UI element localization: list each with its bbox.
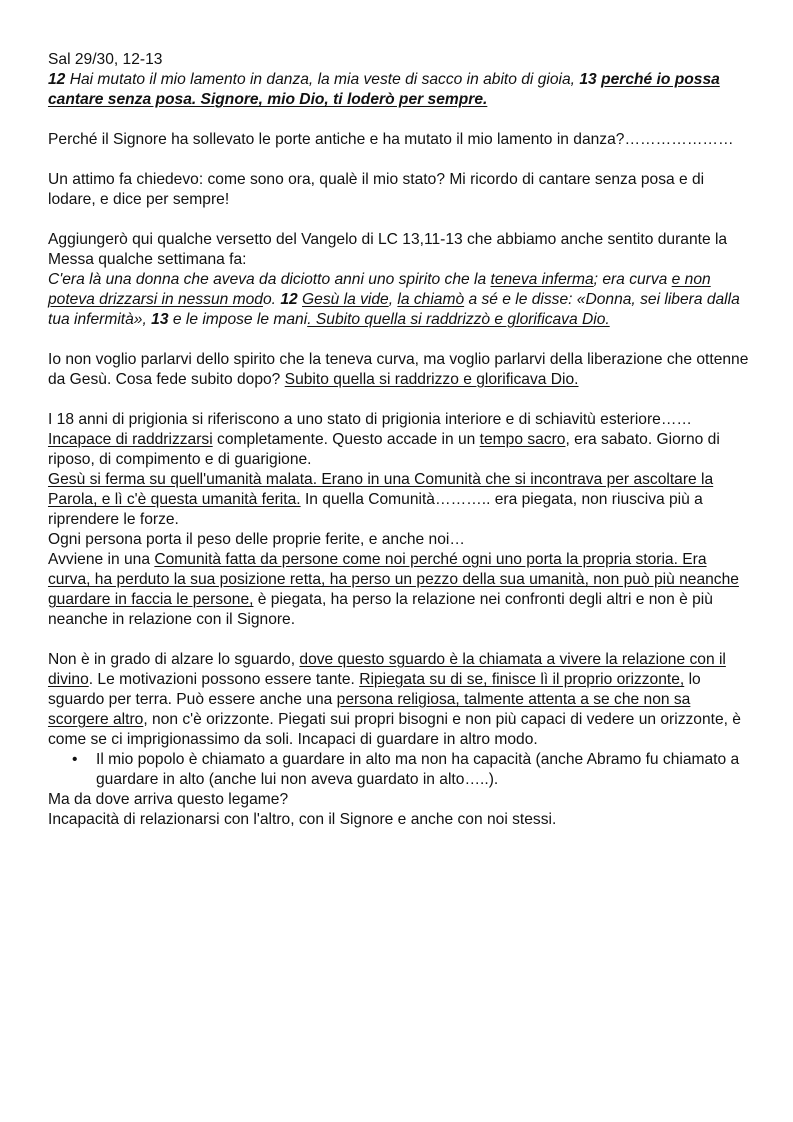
body-text: è piegata, ha perso la relazione nei confronti degli altri e non è più neanche in relazione con il Signore. [48,591,713,628]
gospel-intro: Aggiungerò qui qualche versetto del Vangelo di LC 13,11-13 che abbiamo anche sentito durante la Messa qualche settimana fa: [48,231,728,268]
gospel-underline: la chiamò [397,291,465,308]
verse-12-text: Hai mutato il mio lamento in danza, la mia veste di sacco in abito di gioia, [65,71,580,88]
paragraph-liberation [48,350,753,390]
spacer [48,110,753,130]
body-text: In quella Comunità……….. era piegata, non riusciva più a riprendere le forze. [48,491,703,528]
verse-number-12: 12 [48,71,66,88]
bullet-list-item [48,750,753,790]
underline-text: Incapace di raddrizzarsi [48,431,213,448]
body-text: lo sguardo per terra. Può essere anche una [48,671,701,708]
paragraph-community [48,470,753,530]
verse-number-13: 13 [151,311,169,328]
gospel-underline: Gesù la vide [302,291,389,308]
paragraph-curved [48,550,753,630]
gospel-quote [48,270,753,330]
bullet-text: Il mio popolo è chiamato a guardare in alto ma non ha capacità (anche Abramo fu chiamato a guardare in alto (anche lui non aveva guardato in alto…..). [96,751,740,788]
gospel-underline: teneva inferma [490,271,594,288]
spacer [48,210,753,230]
gospel-text: a sé e le disse: «Donna, sei libera dalla tua infermità», [48,291,740,328]
underline-text: Comunità fatta da persone come noi perché ogni uno porta la propria storia. Era curva, ha perduto la sua posizione retta, ha perso un pezzo della sua umanità, non può più neanche guardare in faccia le persone, [48,551,739,608]
underline-text: dove questo sguardo è la chiamata a vivere la relazione con il divino [48,651,726,688]
spacer [48,150,753,170]
psalm-reference: Sal 29/30, 12-13 [48,51,163,68]
paragraph-question: Perché il Signore ha sollevato le porte antiche e ha mutato il mio lamento in danza?………………… [48,131,734,148]
gospel-text: C'era là una donna che aveva da diciotto anni uno spirito che la [48,271,491,288]
body-text: Non è in grado di alzare lo sguardo, [48,651,300,668]
body-text: , era sabato. Giorno di riposo, di compimento e di guarigione. [48,431,720,468]
gospel-text: o. [262,291,281,308]
verse-13-underlined: perché io possa cantare senza posa. Signore, mio Dio, ti loderò per sempre. [48,71,720,108]
body-text: Avviene in una [48,551,155,568]
liberation-underline: Subito quella si raddrizzo e glorificava Dio. [284,371,579,388]
spacer [48,330,753,350]
gospel-text: e le impose le mani [168,311,308,328]
gospel-underline: e non poteva drizzarsi in nessun mod [48,271,711,308]
paragraph-conclusion: Incapacità di relazionarsi con l'altro, con il Signore e anche con noi stessi. [48,811,557,828]
body-text: completamente. Questo accade in un [212,431,480,448]
paragraph-incapable [48,430,753,470]
paragraph-state: Un attimo fa chiedevo: come sono ora, qualè il mio stato? Mi ricordo di cantare senza posa e di lodare, e dice per sempre! [48,171,705,208]
verse-number-13: 13 [579,71,597,88]
spacer [48,630,753,650]
paragraph-gaze [48,650,753,750]
gospel-text: ; era curva [593,271,672,288]
underline-text: tempo sacro [479,431,566,448]
bullet-icon: • [72,751,78,768]
verse-number-12: 12 [280,291,298,308]
liberation-text: Io non voglio parlarvi dello spirito che la teneva curva, ma voglio parlarvi della liberazione che ottenne da Gesù. Cosa fede subito dopo? [48,351,749,388]
paragraph-wounds: Ogni persona porta il peso delle proprie ferite, e anche noi… [48,531,465,548]
underline-text: persona religiosa, talmente attenta a se che non sa scorgere altro [48,691,691,728]
underline-text: Ripiegata su di se, finisce lì il proprio orizzonte, [359,671,685,688]
gospel-text: , [388,291,398,308]
body-text: , non c'è orizzonte. Piegati sui propri bisogni e non più capaci di vedere un orizzonte, è come se ci imprigionassimo da soli. Incapaci di guardare in altro modo. [48,711,741,748]
spacer [48,390,753,410]
paragraph-bond-question: Ma da dove arriva questo legame? [48,791,289,808]
underline-text: Gesù si ferma su quell'umanità malata. Erano in una Comunità che si incontrava per ascoltare la Parola, e lì c'è questa umanità ferita. [48,471,714,508]
psalm-verses [48,70,753,110]
body-text: . Le motivazioni possono essere tante. [88,671,360,688]
gospel-underline: . Subito quella si raddrizzò e glorificava Dio. [307,311,610,328]
paragraph-prison: I 18 anni di prigionia si riferiscono a uno stato di prigionia interiore e di schiavitù esteriore…… [48,411,693,428]
